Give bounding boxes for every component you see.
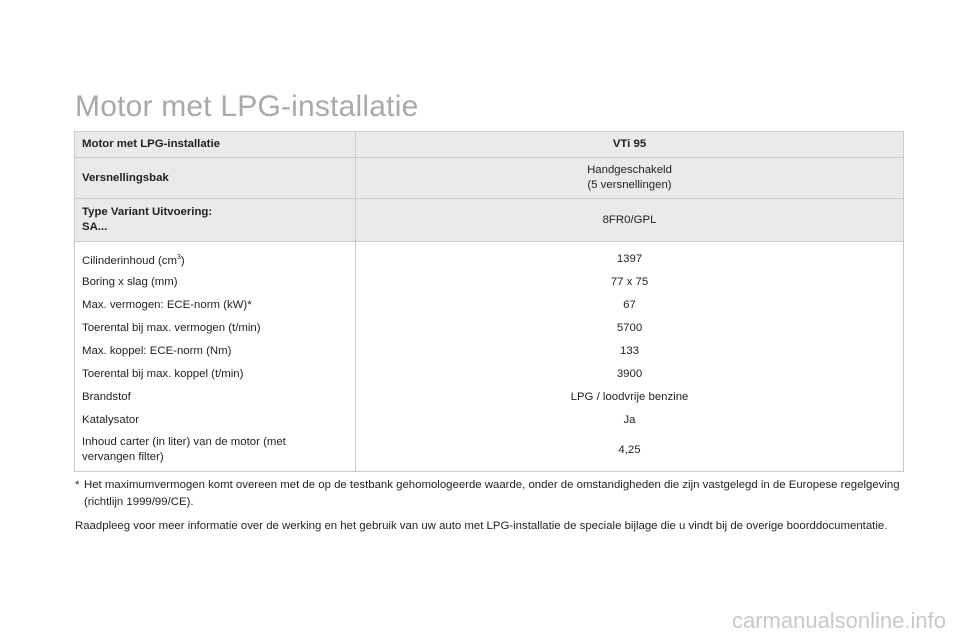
footnote-marker: * <box>75 479 80 491</box>
superscript: 3 <box>176 254 181 262</box>
page-title: Motor met LPG-installatie <box>75 90 419 123</box>
header-label: Motor met LPG-installatie <box>75 132 356 158</box>
gearbox-value-line1: Handgeschakeld <box>587 164 672 176</box>
table-row <box>75 363 904 386</box>
footnote <box>75 477 915 511</box>
table-header-row <box>75 132 904 158</box>
table-row <box>75 294 904 317</box>
variant-label-line2: SA... <box>82 221 108 233</box>
table-row <box>75 432 904 472</box>
table-row <box>75 271 904 294</box>
table-row <box>75 340 904 363</box>
row-label: Boring x slag (mm) <box>75 271 356 294</box>
row-label-line2: vervangen filter) <box>82 451 164 463</box>
row-value: Ja <box>356 409 904 432</box>
variant-row <box>75 199 904 242</box>
info-note: Raadpleeg voor meer informatie over de werking en het gebruik van uw auto met LPG-installatie de speciale bijlage die u vindt bij de overige boorddocumentatie. <box>75 520 888 532</box>
row-value: 77 x 75 <box>356 271 904 294</box>
variant-value: 8FR0/GPL <box>356 199 904 242</box>
row-label: Max. koppel: ECE-norm (Nm) <box>75 340 356 363</box>
gearbox-row <box>75 158 904 199</box>
header-value: VTi 95 <box>356 132 904 158</box>
row-label-end: ) <box>180 254 185 267</box>
footnote-text: Het maximumvermogen komt overeen met de op de testbank gehomologeerde waarde, onder de omstandigheden die zijn vastgelegd in de Europese regelgeving (richtlijn 1999/99/CE). <box>84 479 900 508</box>
row-value: 133 <box>356 340 904 363</box>
row-value: 3900 <box>356 363 904 386</box>
row-label: Brandstof <box>75 386 356 409</box>
variant-label <box>75 199 356 242</box>
row-label: Max. vermogen: ECE-norm (kW)* <box>75 294 356 317</box>
gearbox-label: Versnellingsbak <box>75 158 356 199</box>
row-label: Katalysator <box>75 409 356 432</box>
watermark: carmanualsonline.info <box>731 608 946 633</box>
row-value: 1397 <box>356 242 904 272</box>
row-label: Toerental bij max. vermogen (t/min) <box>75 317 356 340</box>
row-value: LPG / loodvrije benzine <box>356 386 904 409</box>
row-value: 4,25 <box>356 432 904 472</box>
table-row <box>75 409 904 432</box>
gearbox-value <box>356 158 904 199</box>
row-label <box>75 432 356 472</box>
row-value: 5700 <box>356 317 904 340</box>
table-row <box>75 386 904 409</box>
table-row <box>75 242 904 272</box>
row-label-text: Cilinderinhoud (cm <box>82 254 177 267</box>
table-row <box>75 317 904 340</box>
variant-label-line1: Type Variant Uitvoering: <box>82 206 213 218</box>
gearbox-value-line2: (5 versnellingen) <box>587 179 672 191</box>
row-value: 67 <box>356 294 904 317</box>
spec-table <box>74 131 904 472</box>
row-label-line1: Inhoud carter (in liter) van de motor (met <box>82 436 286 448</box>
row-label <box>75 242 356 272</box>
row-label: Toerental bij max. koppel (t/min) <box>75 363 356 386</box>
